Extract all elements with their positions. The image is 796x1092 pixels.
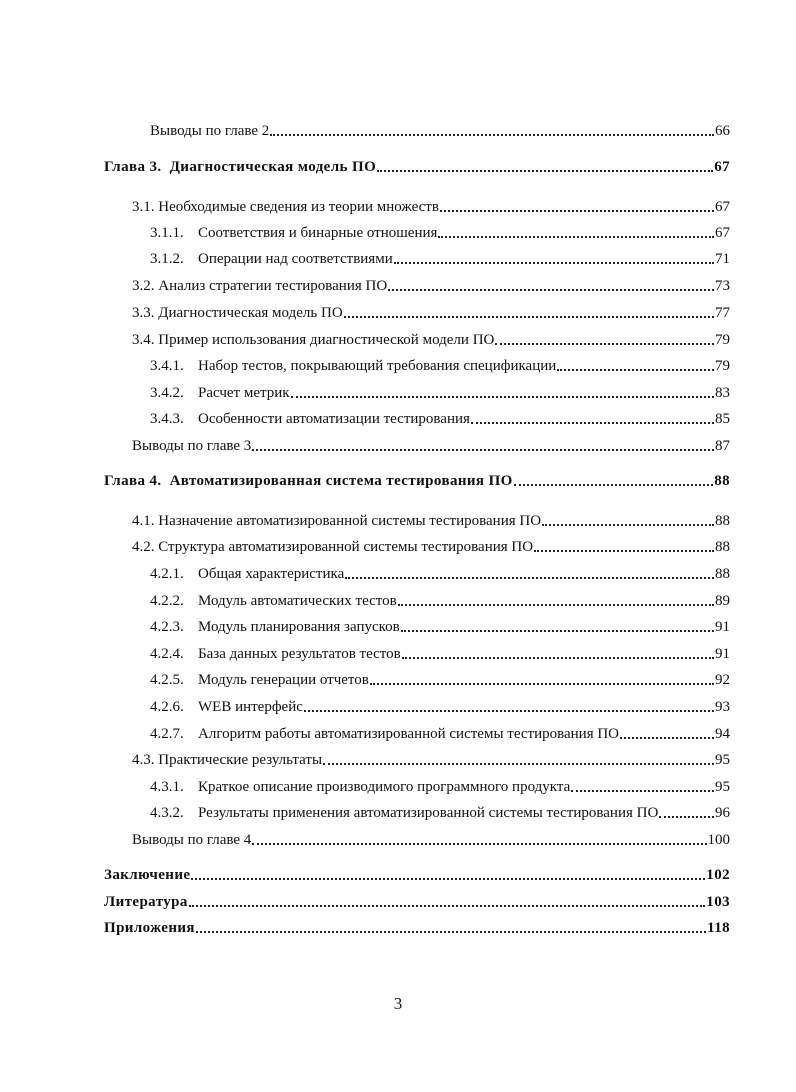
- toc-subentry-number: 4.2.1.: [150, 566, 184, 582]
- toc-entry-page: 91: [715, 619, 730, 635]
- toc-chapter-entry: [104, 154, 730, 176]
- toc-leader-dots: [402, 657, 714, 659]
- toc-leader-dots: [252, 843, 706, 845]
- toc-entry-title: 3.2. Анализ стратегии тестирования ПО: [132, 278, 388, 294]
- toc-subentry-number: 4.2.5.: [150, 672, 184, 688]
- toc-entry-page: 103: [706, 894, 730, 910]
- toc-leader-dots: [571, 790, 714, 792]
- toc-entry-page: 93: [715, 699, 730, 715]
- toc-subentry-title: Краткое описание производимого программного продукта: [198, 779, 571, 795]
- toc-entry-page: 92: [715, 672, 730, 688]
- toc-subentry-title: База данных результатов тестов: [198, 646, 401, 662]
- toc-entry-title: 4.2. Структура автоматизированной системы тестирования ПО: [132, 539, 534, 555]
- toc-subentry-title: Особенности автоматизации тестирования: [198, 411, 470, 427]
- toc-leader-dots: [345, 577, 714, 579]
- toc-entry-page: 88: [714, 473, 730, 489]
- toc-leader-dots: [557, 369, 714, 371]
- toc-subentry-number: 3.1.2.: [150, 251, 184, 267]
- toc-subentry-number: 4.2.6.: [150, 699, 184, 715]
- toc-entry-page: 67: [714, 159, 730, 175]
- toc-subentry: [150, 246, 730, 268]
- toc-leader-dots: [440, 210, 714, 212]
- toc-leader-dots: [304, 710, 714, 712]
- toc-entry: [132, 300, 730, 322]
- toc-leader-dots: [401, 630, 714, 632]
- toc-leader-dots: [398, 604, 714, 606]
- toc-leader-dots: [291, 396, 714, 398]
- toc-leader-dots: [344, 316, 714, 318]
- toc-entry-page: 87: [715, 438, 730, 454]
- toc-chapter-entry: [104, 468, 730, 490]
- toc-entry-title: 3.4. Пример использования диагностической модели ПО: [132, 332, 495, 348]
- toc-entry-page: 67: [715, 225, 730, 241]
- toc-subentry-title: Операции над соответствиями: [198, 251, 393, 267]
- toc-chapter-title: Приложения: [104, 920, 195, 936]
- toc-subentry-number: 3.4.2.: [150, 385, 184, 401]
- toc-entry-title: Выводы по главе 2: [150, 123, 270, 139]
- toc-entry-page: 102: [706, 867, 730, 883]
- toc-chapter-title: Диагностическая модель ПО: [169, 159, 377, 175]
- toc-subentry: [150, 406, 730, 428]
- toc-leader-dots: [438, 236, 714, 238]
- toc-subentry: [150, 667, 730, 689]
- toc-entry-title: 4.1. Назначение автоматизированной системы тестирования ПО: [132, 513, 542, 529]
- toc-subentry-title: Набор тестов, покрывающий требования спецификации: [198, 358, 557, 374]
- toc-entry-page: 88: [715, 539, 730, 555]
- toc-leader-dots: [514, 484, 713, 486]
- toc-subentry-title: Алгоритм работы автоматизированной системы тестирования ПО: [198, 726, 620, 742]
- toc-leader-dots: [196, 931, 706, 933]
- toc-subentry-number: 4.2.2.: [150, 593, 184, 609]
- toc-subentry-title: Расчет метрик: [198, 385, 290, 401]
- toc-entry: [132, 827, 730, 849]
- toc-entry-page: 71: [715, 251, 730, 267]
- toc-leader-dots: [189, 905, 705, 907]
- toc-subentry-number: 4.3.1.: [150, 779, 184, 795]
- toc-subentry: [150, 561, 730, 583]
- toc-entry-page: 95: [715, 779, 730, 795]
- toc-subentry-number: 4.2.4.: [150, 646, 184, 662]
- toc-subentry-number: 3.4.1.: [150, 358, 184, 374]
- toc-entry-page: 79: [715, 332, 730, 348]
- toc-entry-page: 79: [715, 358, 730, 374]
- toc-subentry-title: Модуль автоматических тестов: [198, 593, 397, 609]
- toc-entry: [132, 433, 730, 455]
- toc-entry-title: 3.3. Диагностическая модель ПО: [132, 305, 343, 321]
- toc-subentry-number: 4.2.7.: [150, 726, 184, 742]
- toc-entry: [132, 508, 730, 530]
- toc-entry-title: 3.1. Необходимые сведения из теории множеств: [132, 199, 439, 215]
- toc-subentry: [150, 220, 730, 242]
- toc-entry-page: 96: [715, 805, 730, 821]
- toc-leader-dots: [323, 763, 714, 765]
- toc-leader-dots: [620, 737, 714, 739]
- toc-leader-dots: [191, 878, 705, 880]
- toc-leader-dots: [388, 289, 714, 291]
- toc-entry: [132, 273, 730, 295]
- toc-subentry: [150, 774, 730, 796]
- toc-subentry-title: Результаты применения автоматизированной системы тестирования ПО: [198, 805, 659, 821]
- toc-leader-dots: [542, 524, 714, 526]
- toc-entry-page: 94: [715, 726, 730, 742]
- toc-chapter-number: Глава 4.: [104, 473, 162, 489]
- toc-leader-dots: [270, 134, 714, 136]
- toc-subentry: [150, 380, 730, 402]
- toc-entry-page: 66: [715, 123, 730, 139]
- toc-subentry-number: 4.3.2.: [150, 805, 184, 821]
- toc-subentry-number: 4.2.3.: [150, 619, 184, 635]
- toc-entry-page: 67: [715, 199, 730, 215]
- toc-chapter-title: Заключение: [104, 867, 191, 883]
- page-number: 3: [393, 994, 403, 1013]
- toc-leader-dots: [471, 422, 714, 424]
- toc-entry: [150, 118, 730, 140]
- toc-leader-dots: [377, 170, 713, 172]
- toc-subentry-title: Модуль генерации отчетов: [198, 672, 369, 688]
- toc-subentry-number: 3.4.3.: [150, 411, 184, 427]
- toc-subentry: [150, 721, 730, 743]
- toc-entry-title: Выводы по главе 4: [132, 832, 252, 848]
- toc-chapter-entry: [104, 915, 730, 937]
- toc-chapter-number: Глава 3.: [104, 159, 162, 175]
- toc-entry-page: 73: [715, 278, 730, 294]
- toc-entry-page: 100: [707, 832, 730, 848]
- toc-chapter-title: Литература: [104, 894, 188, 910]
- toc-entry-title: Выводы по главе 3: [132, 438, 252, 454]
- toc-entry-page: 91: [715, 646, 730, 662]
- toc-entry-title: 4.3. Практические результаты: [132, 752, 323, 768]
- toc-subentry: [150, 353, 730, 375]
- toc-subentry-title: Соответствия и бинарные отношения: [198, 225, 438, 241]
- toc-leader-dots: [252, 449, 714, 451]
- toc-chapter-title: Автоматизированная система тестирования ПО: [169, 473, 513, 489]
- toc-subentry: [150, 641, 730, 663]
- toc-leader-dots: [534, 550, 714, 552]
- toc-subentry-title: Модуль планирования запусков: [198, 619, 400, 635]
- toc-entry: [132, 327, 730, 349]
- toc-entry-page: 118: [707, 920, 730, 936]
- toc-entry-page: 77: [715, 305, 730, 321]
- toc-entry-page: 83: [715, 385, 730, 401]
- toc-subentry-title: Общая характеристика: [198, 566, 345, 582]
- toc-leader-dots: [394, 262, 714, 264]
- toc-subentry: [150, 588, 730, 610]
- toc-subentry-number: 3.1.1.: [150, 225, 184, 241]
- toc-subentry-title: WEB интерфейс: [198, 699, 303, 715]
- toc-entry-page: 95: [715, 752, 730, 768]
- toc-chapter-entry: [104, 889, 730, 911]
- toc-entry: [132, 747, 730, 769]
- toc-entry: [132, 194, 730, 216]
- toc-entry-page: 88: [715, 513, 730, 529]
- toc-subentry: [150, 614, 730, 636]
- toc-entry: [132, 534, 730, 556]
- toc-leader-dots: [370, 683, 714, 685]
- toc-leader-dots: [659, 816, 714, 818]
- toc-subentry: [150, 694, 730, 716]
- toc-entry-page: 89: [715, 593, 730, 609]
- toc-chapter-entry: [104, 862, 730, 884]
- toc-subentry: [150, 800, 730, 822]
- toc-entry-page: 85: [715, 411, 730, 427]
- toc-entry-page: 88: [715, 566, 730, 582]
- toc-leader-dots: [495, 343, 714, 345]
